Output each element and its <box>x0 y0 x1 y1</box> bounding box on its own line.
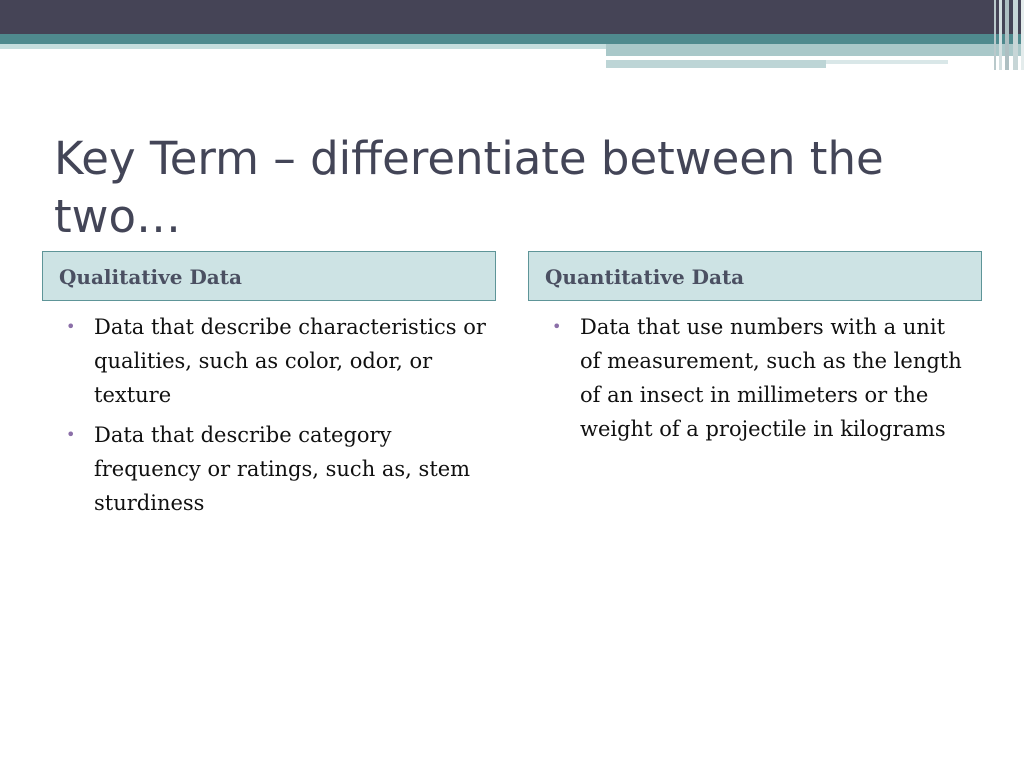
bullet-text: Data that describe category frequency or ratings, such as, stem sturdiness <box>94 423 471 515</box>
top-header-band <box>0 0 1024 34</box>
list-item <box>66 418 486 520</box>
qualitative-bullet-list <box>66 310 486 526</box>
right-accent-bar-tertiary <box>826 60 948 64</box>
list-item <box>552 310 972 446</box>
quantitative-header: Quantitative Data <box>528 251 982 301</box>
slide-title: Key Term – differentiate between the two… <box>54 132 884 243</box>
teal-accent-band <box>0 34 1024 44</box>
right-accent-bar <box>606 44 1024 56</box>
quantitative-bullet-list <box>552 310 972 452</box>
right-accent-bar-secondary <box>606 60 826 68</box>
bullet-icon: • <box>66 425 76 444</box>
bullet-text: Data that use numbers with a unit of measurement, such as the length of an insect in millimeters or the weight of a projectile in kilograms <box>580 315 962 441</box>
qualitative-header: Qualitative Data <box>42 251 496 301</box>
bullet-icon: • <box>552 317 562 336</box>
bullet-text: Data that describe characteristics or qualities, such as color, odor, or texture <box>94 315 486 407</box>
list-item <box>66 310 486 412</box>
bullet-icon: • <box>66 317 76 336</box>
corner-stripes-decoration <box>994 0 1024 70</box>
